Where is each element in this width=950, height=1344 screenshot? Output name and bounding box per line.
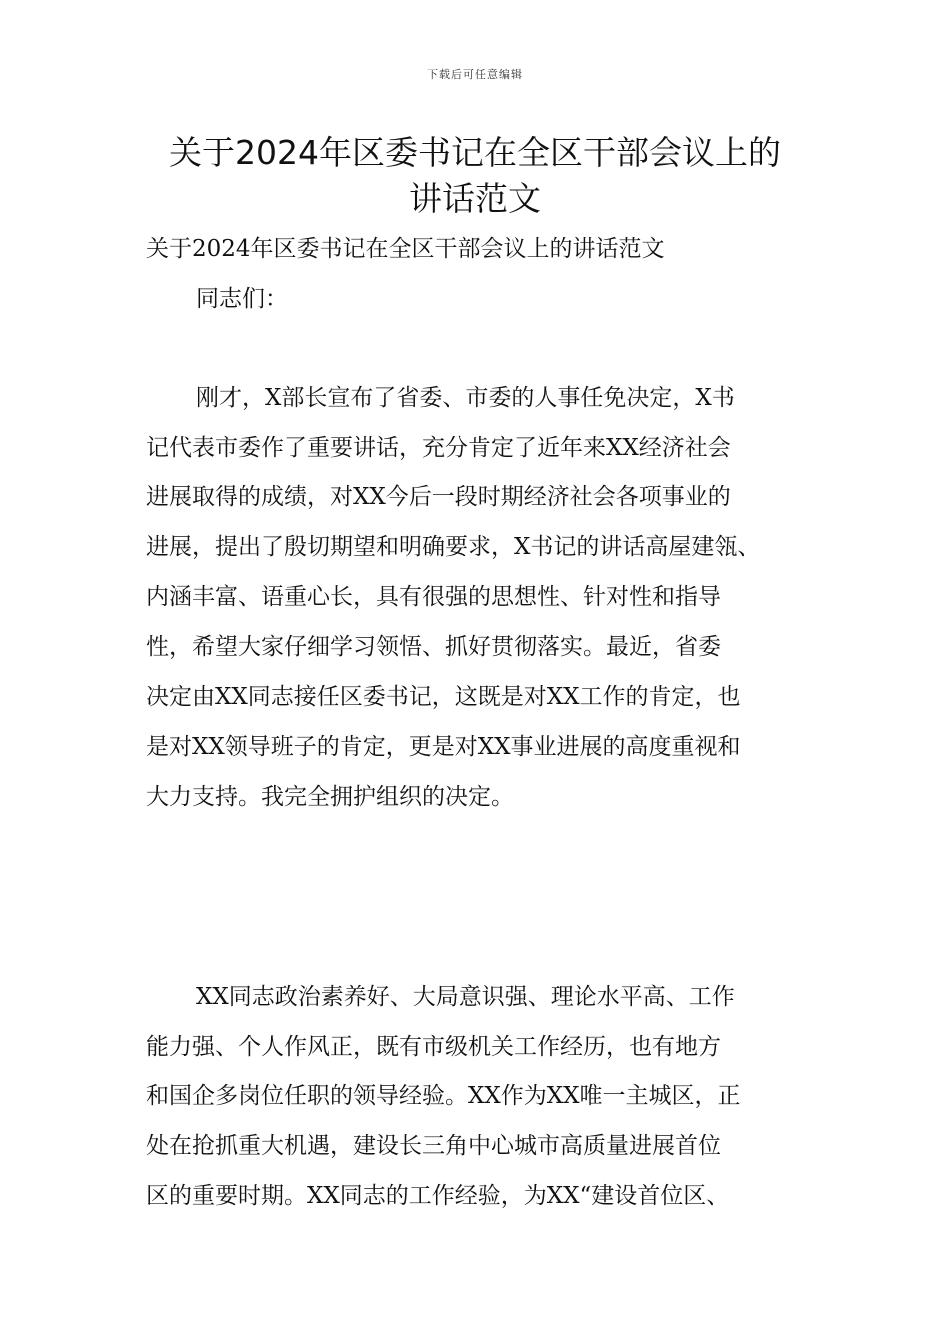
document-title (100, 130, 850, 222)
paragraph-line: XX同志政治素养好、大局意识强、理论水平高、工作 (196, 984, 735, 1010)
paragraph-line: 进展取得的成绩，对XX今后一段时期经济社会各项事业的 (146, 484, 731, 510)
paragraph-line: 内涵丰富、语重心长，具有很强的思想性、针对性和指导 (146, 584, 721, 610)
paragraph-line: 处在抢抓重大机遇，建设长三角中心城市高质量进展首位 (146, 1133, 721, 1159)
document-subtitle: 关于2024年区委书记在全区干部会议上的讲话范文 (146, 236, 665, 262)
paragraph-line: 是对XX领导班子的肯定，更是对XX事业进展的高度重视和 (146, 734, 741, 760)
paragraph-line: 区的重要时期。XX同志的工作经验，为XX“建设首位区、 (146, 1183, 730, 1209)
paragraph-line: 刚才，X部长宣布了省委、市委的人事任免决定，X书 (196, 385, 735, 411)
paragraph-line: 性，希望大家仔细学习领悟、抓好贯彻落实。最近，省委 (146, 634, 721, 660)
paragraph-line: 进展，提出了殷切期望和明确要求，X书记的讲话高屋建瓴、 (146, 534, 761, 560)
paragraph-line: 能力强、个人作风正，既有市级机关工作经历，也有地方 (146, 1034, 721, 1060)
paragraph-line: 大力支持。我完全拥护组织的决定。 (146, 784, 514, 810)
paragraph-line: 和国企多岗位任职的领导经验。XX作为XX唯一主城区，正 (146, 1083, 741, 1109)
paragraph-line: 决定由XX同志接任区委书记，这既是对XX工作的肯定，也 (146, 684, 741, 710)
document-title-line-2: 讲话范文 (409, 179, 541, 218)
header-note: 下载后可任意编辑 (427, 68, 523, 81)
paragraph-line: 记代表市委作了重要讲话，充分肯定了近年来XX经济社会 (146, 435, 731, 461)
salutation: 同志们： (196, 286, 288, 312)
document-title-line-1: 关于2024年区委书记在全区干部会议上的 (169, 133, 781, 172)
